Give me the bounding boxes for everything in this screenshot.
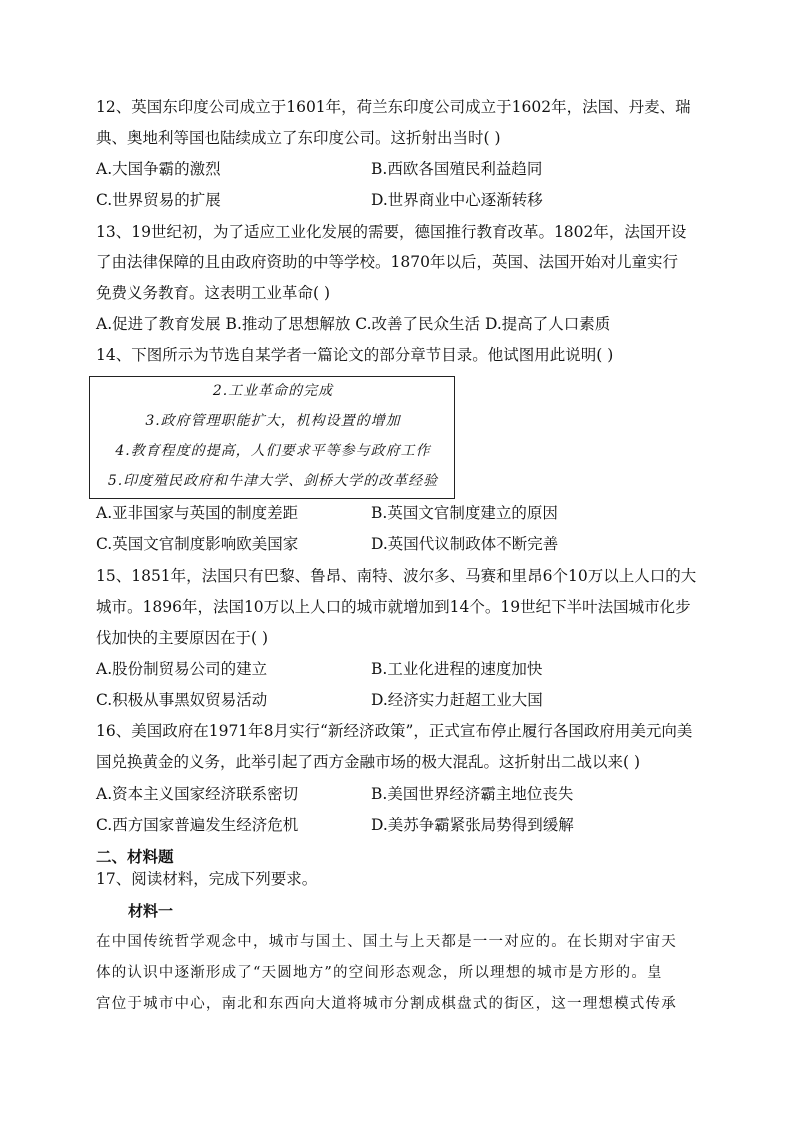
q15-option-d: D.经济实力赶超工业大国 xyxy=(371,691,543,709)
outline-item-3: 3.政府管理职能扩大，机构设置的增加 xyxy=(145,413,401,429)
q15-option-b: B.工业化进程的速度加快 xyxy=(371,660,543,678)
q14-option-a: A.亚非国家与英国的制度差距 xyxy=(96,504,299,522)
outline-item-2: 2.工业革命的完成 xyxy=(212,383,334,399)
q17-stem: 17、阅读材料，完成下列要求。 xyxy=(96,870,318,888)
q15-stem-line3: 伐加快的主要原因在于( ) xyxy=(96,629,269,647)
q16-stem-line2: 国兑换黄金的义务，此举引起了西方金融市场的极大混乱。这折射出二战以来( ) xyxy=(96,753,641,771)
q16-option-a: A.资本主义国家经济联系密切 xyxy=(96,785,299,803)
q13-stem-line3: 免费义务教育。这表明工业革命( ) xyxy=(96,284,331,302)
q15-stem-line1: 15、1851年，法国只有巴黎、鲁昂、南特、波尔多、马赛和里昂6个10万以上人口的大 xyxy=(96,567,697,585)
q14-option-d: D.英国代议制政体不断完善 xyxy=(371,535,559,553)
q12-option-c: C.世界贸易的扩展 xyxy=(96,191,221,209)
q16-option-c: C.西方国家普遍发生经济危机 xyxy=(96,816,299,834)
q16-option-b: B.美国世界经济霸主地位丧失 xyxy=(371,785,574,803)
q14-option-c: C.英国文官制度影响欧美国家 xyxy=(96,535,299,553)
q16-option-d: D.美苏争霸紧张局势得到缓解 xyxy=(371,816,574,834)
chapter-outline-box xyxy=(89,376,455,499)
q14-option-b: B.英国文官制度建立的原因 xyxy=(371,504,558,522)
q12-option-b: B.西欧各国殖民利益趋同 xyxy=(371,160,543,178)
q12-option-d: D.世界商业中心逐渐转移 xyxy=(371,191,543,209)
section-heading: 二、材料题 xyxy=(96,847,174,866)
q13-stem-line1: 13、19世纪初，为了适应工业化发展的需要，德国推行教育改革。1802年，法国开设 xyxy=(96,223,687,241)
material-1-line1: 在中国传统哲学观念中，城市与国土、国土与上天都是一一对应的。在长期对宇宙天 xyxy=(96,934,677,950)
q13-stem-line2: 了由法律保障的且由政府资助的中等学校。1870年以后，英国、法国开始对儿童实行 xyxy=(96,253,678,271)
q12-option-a: A.大国争霸的激烈 xyxy=(96,160,221,178)
q12-stem-line1: 12、英国东印度公司成立于1601年，荷兰东印度公司成立于1602年，法国、丹麦、瑞 xyxy=(96,98,691,116)
material-1-line2: 体的认识中逐渐形成了“天圆地方”的空间形态观念，所以理想的城市是方形的。皇 xyxy=(96,965,663,981)
q15-option-a: A.股份制贸易公司的建立 xyxy=(96,660,268,678)
material-1-title: 材料一 xyxy=(128,902,174,920)
outline-item-4: 4.教育程度的提高，人们要求平等参与政府工作 xyxy=(115,443,431,459)
q15-option-c: C.积极从事黑奴贸易活动 xyxy=(96,691,268,709)
outline-item-5: 5.印度殖民政府和牛津大学、剑桥大学的改革经验 xyxy=(107,473,439,489)
q12-stem-line2: 典、奥地利等国也陆续成立了东印度公司。这折射出当时( ) xyxy=(96,129,501,147)
q15-stem-line2: 城市。1896年，法国10万以上人口的城市就增加到14个。19世纪下半叶法国城市化步 xyxy=(96,598,691,616)
material-1-line3: 宫位于城市中心，南北和东西向大道将城市分割成棋盘式的街区，这一理想模式传承 xyxy=(96,996,677,1012)
q16-stem-line1: 16、美国政府在1971年8月实行“新经济政策”，正式宣布停止履行各国政府用美元向美 xyxy=(96,722,693,740)
q14-stem: 14、下图所示为节选自某学者一篇论文的部分章节目录。他试图用此说明( ) xyxy=(96,346,614,364)
q13-options: A.促进了教育发展 B.推动了思想解放 C.改善了民众生活 D.提高了人口素质 xyxy=(96,315,611,333)
